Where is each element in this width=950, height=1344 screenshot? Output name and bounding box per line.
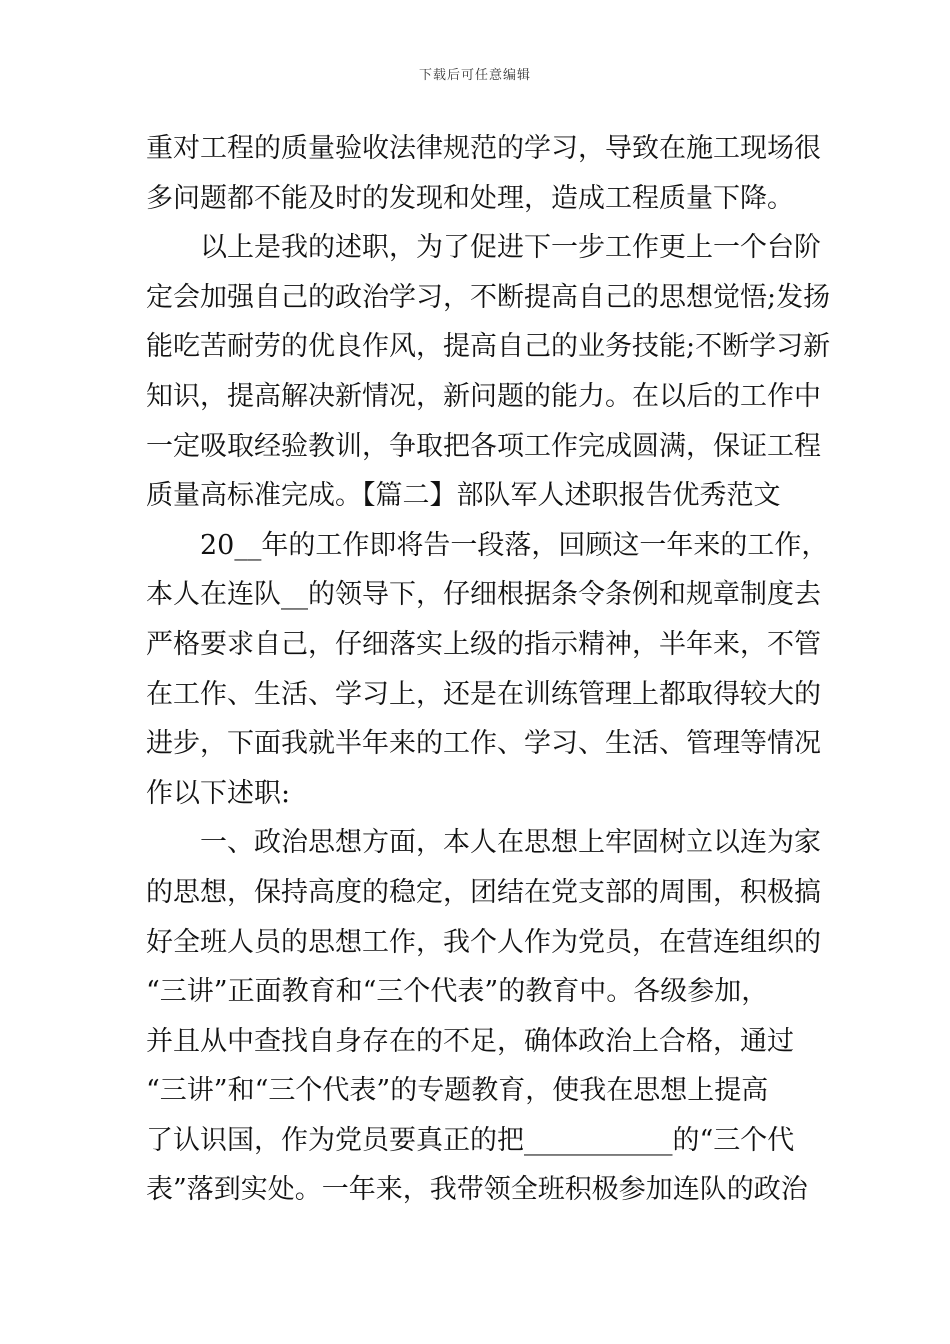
text-line: 好全班人员的思想工作，我个人作为党员，在营连组织的 bbox=[146, 926, 821, 958]
text-line: 严格要求自己，仔细落实上级的指示精神，半年来，不管 bbox=[146, 628, 821, 660]
paragraph-start-line: 20__年的工作即将告一段落，回顾这一年来的工作， bbox=[200, 529, 829, 561]
text-line: 重对工程的质量验收法律规范的学习，导致在施工现场很 bbox=[146, 133, 821, 164]
text-line: 一定吸取经验教训，争取把各项工作完成圆满，保证工程 bbox=[146, 430, 821, 462]
page-header: 下载后可任意编辑 bbox=[418, 68, 531, 83]
text-line: 在工作、生活、学习上，还是在训练管理上都取得较大的 bbox=[146, 678, 821, 710]
text-line: 的思想，保持高度的稳定，团结在党支部的周围，积极搞 bbox=[146, 876, 821, 908]
text-line: 质量高标准完成。【篇二】部队军人述职报告优秀范文 bbox=[146, 480, 781, 512]
paragraph-start-line: 一、政治思想方面，本人在思想上牢固树立以连为家 bbox=[200, 827, 821, 859]
text-line: 作以下述职: bbox=[146, 777, 291, 809]
text-line: 知识，提高解决新情况，新问题的能力。在以后的工作中 bbox=[146, 380, 821, 412]
text-line: 多问题都不能及时的发现和处理，造成工程质量下降。 bbox=[146, 182, 794, 214]
text-line: “三讲”正面教育和“三个代表”的教育中。各级参加， bbox=[146, 976, 769, 1008]
text-line: 定会加强自己的政治学习，不断提高自己的思想觉悟;发扬 bbox=[146, 281, 831, 313]
text-line: 了认识国，作为党员要真正的把___________的“三个代 bbox=[146, 1124, 795, 1156]
text-line: 表”落到实处。一年来，我带领全班积极参加连队的政治 bbox=[146, 1174, 808, 1206]
text-line: 能吃苦耐劳的优良作风，提高自己的业务技能;不断学习新 bbox=[146, 331, 831, 363]
document-body bbox=[146, 124, 831, 1215]
text-line: 本人在连队__的领导下，仔细根据条令条例和规章制度去 bbox=[146, 579, 821, 611]
text-line: 进步，下面我就半年来的工作、学习、生活、管理等情况 bbox=[146, 728, 821, 760]
text-line: “三讲”和“三个代表”的专题教育，使我在思想上提高 bbox=[146, 1075, 769, 1107]
paragraph-start-line: 以上是我的述职，为了促进下一步工作更上一个台阶 bbox=[200, 232, 821, 264]
text-line: 并且从中查找自身存在的不足，确体政治上合格，通过 bbox=[146, 1025, 794, 1057]
